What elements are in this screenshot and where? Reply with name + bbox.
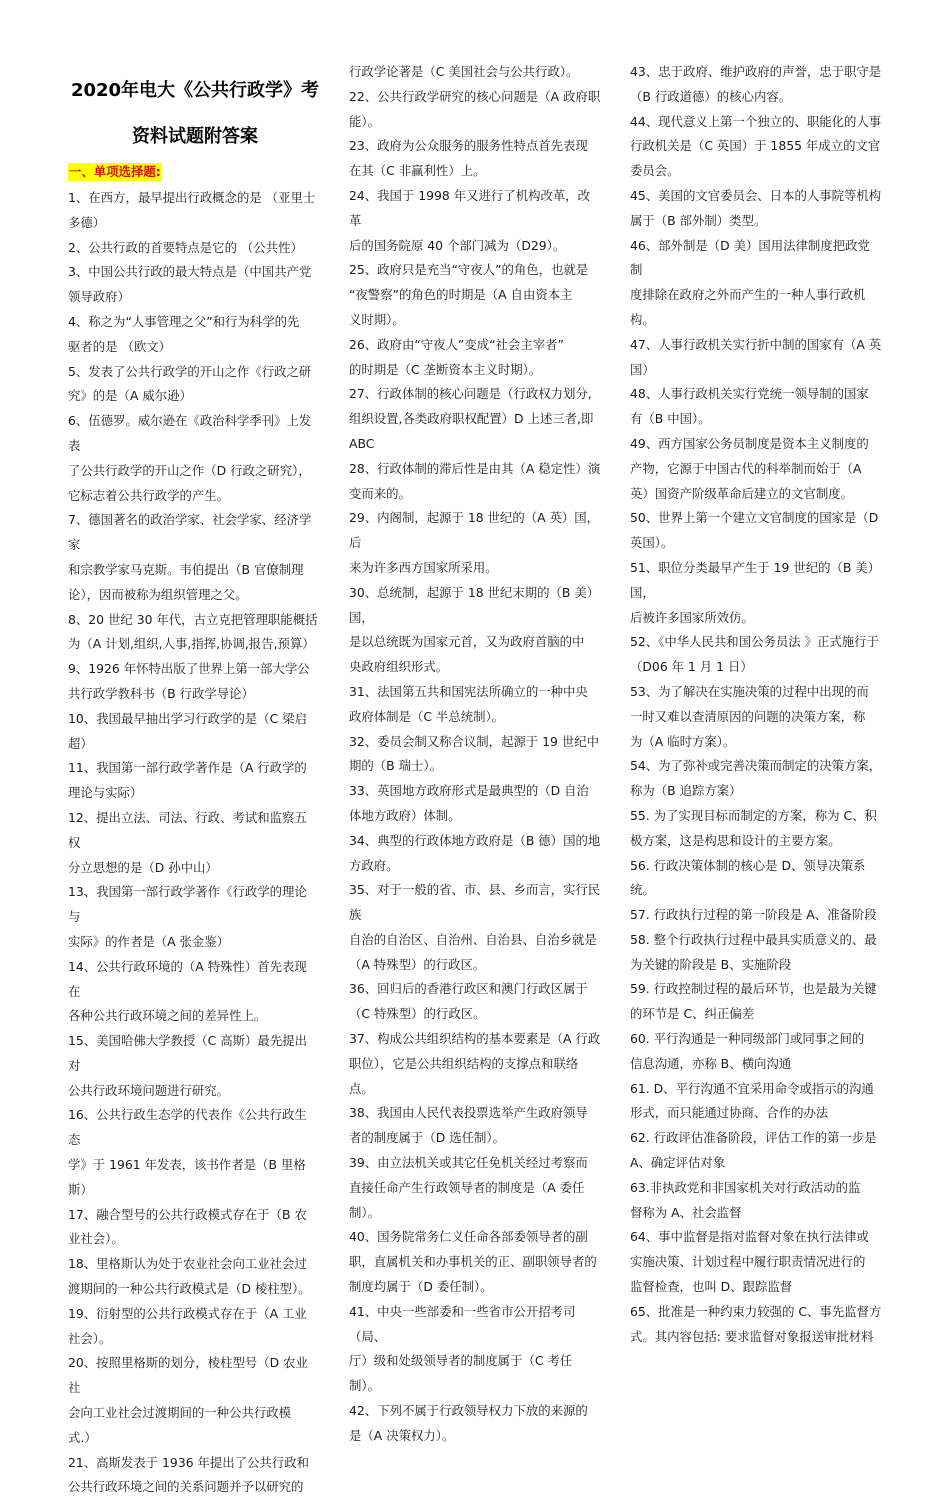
question-57: 57. 行政执行过程的第一阶段是 A、准备阶段 (630, 907, 877, 923)
question-22: 22、公共行政学研究的核心问题是（A 政府职 能）。 (349, 88, 601, 129)
question-52: 52、《中华人民共和国公务员法 》正式施行于 （D06 年 1 月 1 日） (630, 634, 879, 675)
question-16: 16、公共行政生态学的代表作《公共行政生态 学》于 1961 年发表，该书作者是（B 里格斯） (68, 1107, 307, 1197)
question-5: 5、发表了公共行政学的开山之作《行政之研 究》的是（A 威尔逊） (68, 363, 312, 404)
question-11: 11、我国第一部行政学著作是（A 行政学的 理论与实际） (68, 760, 307, 801)
question-20: 20、按照里格斯的划分，棱柱型号（D 农业社 会向工业社会过渡期间的一种公共行政模 式.） (68, 1355, 308, 1445)
question-21-cont: 行政学论著是（C 美国社会与公共行政）。 (349, 64, 579, 79)
question-48: 48、人事行政机关实行党统一领导制的国家 有（B 中国）。 (630, 386, 869, 427)
question-26: 26、政府由“守夜人”变成“社会主宰者” 的时期是（C 垄断资本主义时期）。 (349, 336, 564, 377)
question-13: 13、我国第一部行政学著作《行政学的理论与 实际》的作者是（A 张金鉴） (68, 884, 307, 949)
question-47: 47、人事行政机关实行折中制的国家有（A 英 国） (630, 336, 882, 377)
question-8: 8、20 世纪 30 年代，古立克把管理职能概括 为（A 计划,组织,人事,指挥,协调,报告,预算） (68, 611, 318, 652)
question-64: 64、事中监督是指对监督对象在执行法律或 实施决策、计划过程中履行职责情况进行的 监督检查，也叫 D、跟踪监督 (630, 1229, 869, 1295)
question-62: 62. 行政评估准备阶段，评估工作的第一步是 A、确定评估对象 (630, 1130, 877, 1171)
question-28: 28、行政体制的滞后性是由其（A 稳定性）演 变而来的。 (349, 460, 601, 501)
question-63: 63.非执政党和非国家机关对行政活动的监 督称为 A、社会监督 (630, 1179, 861, 1220)
question-44: 44、现代意义上第一个独立的、职能化的人事 行政机关是（C 英国）于 1855 年成立的文官 委员会。 (630, 113, 882, 179)
question-34: 34、典型的行政体地方政府是（B 德）国的地 方政府。 (349, 832, 601, 873)
question-30: 30、总统制，起源于 18 世纪末期的（B 美）国， 是以总统既为国家元首，又为政府首脑的中 央政府组织形式。 (349, 584, 600, 675)
question-18: 18、里格斯认为处于农业社会向工业社会过 渡期间的一种公共行政模式是（D 棱柱型）。 (68, 1256, 311, 1297)
question-14: 14、公共行政环境的（A 特殊性）首先表现在 各种公共行政环境之间的差异性上。 (68, 958, 307, 1024)
question-21: 21、高斯发表于 1936 年提出了公共行政和 公共行政环境之间的关系问题并予以研究的 (68, 1454, 310, 1495)
question-12: 12、提出立法、司法、行政、考试和监察五权 分立思想的是（D 孙中山） (68, 809, 307, 875)
question-38: 38、我国由人民代表投票选举产生政府领导 者的制度属于（D 选任制）。 (349, 1105, 588, 1146)
document-title-line2: 资料试题附答案 (132, 126, 258, 147)
question-19: 19、衍射型的公共行政模式存在于（A 工业 社会）。 (68, 1305, 307, 1346)
question-61: 61. D、平行沟通不宜采用命令或指示的沟通 形式，而只能通过协商、合作的办法 (630, 1080, 874, 1121)
section-heading: 一、单项选择题: (69, 164, 161, 179)
question-29: 29、内阁制，起源于 18 世纪的（A 英）国，后 来为许多西方国家所采用。 (349, 510, 600, 575)
question-50: 50、世界上第一个建立文官制度的国家是（D 英国）。 (630, 510, 879, 551)
question-39: 39、由立法机关或其它任免机关经过考察而 直接任命产生行政领导者的制度是（A 委任 制）。 (349, 1155, 588, 1220)
question-2: 2、公共行政的首要特点是它的 （公共性） (68, 239, 303, 255)
question-37: 37、构成公共组织结构的基本要素是（A 行政 职位），它是公共组织结构的支撑点和联络点。 (349, 1031, 601, 1096)
question-1: 1、在西方，最早提出行政概念的是 （亚里士 多德） (68, 190, 316, 230)
question-7: 7、德国著名的政治学家、社会学家、经济学家 和宗教学家马克斯。韦伯提出（B 官僚制理 论），因而被称为组织管理之父。 (68, 512, 312, 602)
question-54: 54、为了弥补或完善决策而制定的决策方案， 称为（B 追踪方案） (630, 758, 882, 799)
question-53: 53、为了解决在实施决策的过程中出现的而 一时又难以查清原因的问题的决策方案，称 为（A 临时方案）。 (630, 683, 869, 749)
question-41: 41、中央一些部委和一些省市公开招考司（局、 厅）级和处级领导者的制度属于（C 考任制）。 (349, 1303, 576, 1394)
question-15: 15、美国哈佛大学教授（C 高斯）最先提出对 公共行政环境问题进行研究。 (68, 1033, 307, 1098)
question-3: 3、中国公共行政的最大特点是（中国共产党 领导政府） (68, 264, 312, 305)
question-65: 65、批准是一种约束力较强的 C、事先监督方 式。其内容包括: 要求监督对象报送审批材料 (630, 1303, 882, 1344)
question-32: 32、委员会制又称合议制，起源于 19 世纪中 期的（B 瑞士）。 (349, 733, 600, 774)
question-51: 51、职位分类最早产生于 19 世纪的（B 美）国， 后被许多国家所效仿。 (630, 559, 881, 625)
question-31: 31、法国第五共和国宪法所确立的一种中央 政府体制是（C 半总统制）。 (349, 683, 588, 724)
column-1 (68, 186, 318, 1500)
question-33: 33、英国地方政府形式是最典型的（D 自治 体地方政府）体制。 (349, 783, 589, 823)
question-60: 60. 平行沟通是一种同级部门或同事之间的 信息沟通，亦称 B、横向沟通 (630, 1031, 865, 1071)
question-43: 43、忠于政府、维护政府的声誉，忠于职守是 （B 行政道德）的核心内容。 (630, 64, 882, 104)
question-45: 45、美国的文官委员会、日本的人事院等机构 属于（B 部外制）类型。 (630, 187, 882, 228)
question-25: 25、政府只是充当“守夜人”的角色，也就是 “夜警察”的角色的时期是（A 自由资本主 义时期）。 (349, 262, 589, 327)
question-23: 23、政府为公众服务的服务性特点首先表现 在其（C 非赢利性）上。 (349, 138, 588, 179)
question-58: 58. 整个行政执行过程中最具实质意义的、最 为关键的阶段是 B、实施阶段 (630, 931, 877, 972)
question-27: 27、行政体制的核心问题是（行政权力划分, 组织设置,各类政府职权配置）D 上述三者,即 ABC (349, 386, 594, 451)
question-36: 36、回归后的香港行政区和澳门行政区属于 （C 特殊型）的行政区。 (349, 981, 588, 1022)
column-2 (349, 60, 601, 1449)
question-55: 55. 为了实现目标而制定的方案，称为 C、积 极方案，这是构思和设计的主要方案。 (630, 807, 877, 848)
question-40: 40、国务院常务仁义任命各部委领导者的副 职，直属机关和办事机关的正、副职领导者的 制度均属于（D 委任制）。 (349, 1229, 597, 1295)
question-59: 59. 行政控制过程的最后环节，也是最为关键 的环节是 C、纠正偏差 (630, 981, 877, 1022)
question-24: 24、我国于 1998 年又进行了机构改革，改革 后的国务院原 40 个部门减为（D29）。 (349, 187, 591, 253)
question-56: 56. 行政决策体制的核心是 D、领导决策系统。 (630, 857, 866, 898)
question-46: 46、部外制是（D 美）国用法律制度把政党制 度排除在政府之外而产生的一种人事行政机 构。 (630, 237, 870, 327)
question-42: 42、下列不属于行政领导权力下放的来源的 是（A 决策权力）。 (349, 1403, 588, 1443)
question-49: 49、西方国家公务员制度是资本主义制度的 产物，它源于中国古代的科举制而始于（A 英）国资产阶级革命后建立的文官制度。 (630, 435, 869, 501)
question-6: 6、伍德罗。威尔逊在《政治科学季刊》上发表 了公共行政学的开山之作（D 行政之研究）， 它标志着公共行政学的产生。 (68, 413, 312, 503)
question-4: 4、称之为“人事管理之父”和行为科学的先 驱者的是 （欧文） (68, 313, 300, 354)
column-3 (630, 60, 882, 1349)
document-title-line1: 2020年电大《公共行政学》考 (70, 80, 320, 101)
question-10: 10、我国最早抽出学习行政学的是（C 梁启 超） (68, 710, 307, 751)
question-17: 17、融合型号的公共行政模式存在于（B 农 业社会）。 (68, 1206, 307, 1247)
question-35: 35、对于一般的省、市、县、乡而言，实行民族 自治的自治区、自治州、自治县、自治乡就是 （A 特殊型）的行政区。 (349, 882, 601, 972)
question-9: 9、1926 年怀特出版了世界上第一部大学公 共行政学教科书（B 行政学导论） (68, 661, 310, 701)
